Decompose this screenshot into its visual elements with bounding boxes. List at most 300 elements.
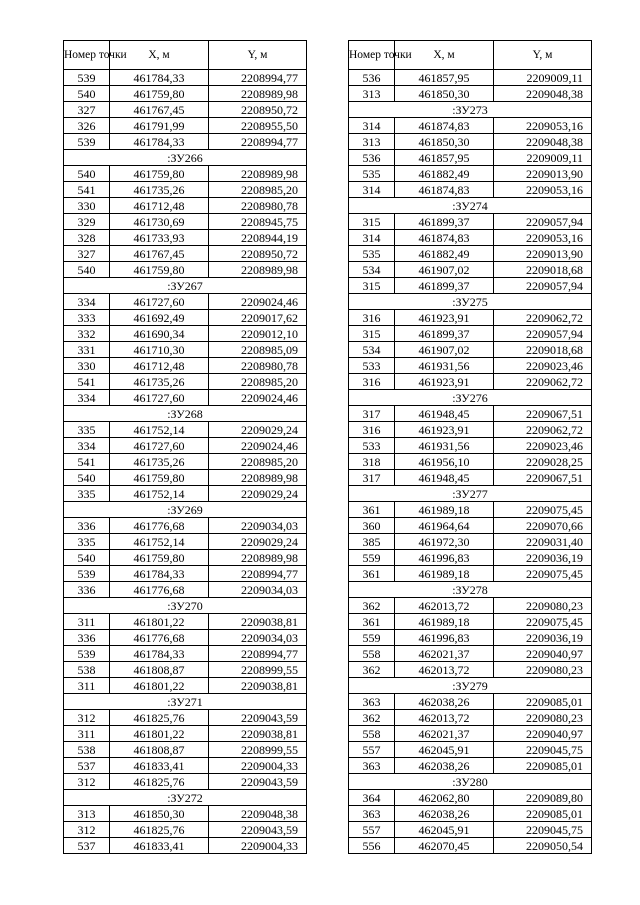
point-number-cell: 327	[64, 246, 110, 262]
y-coordinate-cell: 2209048,38	[494, 86, 592, 102]
x-coordinate-cell: 462045,91	[395, 742, 494, 758]
section-title: :ЗУ279	[349, 678, 592, 694]
point-number-cell: 315	[349, 326, 395, 342]
point-number-cell: 316	[349, 422, 395, 438]
point-number-cell: 538	[64, 662, 110, 678]
point-number-cell: 364	[349, 790, 395, 806]
point-number-cell: 362	[349, 710, 395, 726]
x-coordinate-cell: 461833,41	[110, 758, 209, 774]
y-coordinate-cell: 2209085,01	[494, 806, 592, 822]
x-coordinate-cell: 462021,37	[395, 726, 494, 742]
point-number-cell: 558	[349, 726, 395, 742]
point-number-cell: 313	[64, 806, 110, 822]
x-coordinate-cell: 461727,60	[110, 438, 209, 454]
table-row	[64, 726, 307, 742]
y-coordinate-cell: 2209031,40	[494, 534, 592, 550]
table-row	[349, 438, 592, 454]
section-row	[64, 502, 307, 518]
point-number-cell: 328	[64, 230, 110, 246]
point-number-cell: 314	[349, 230, 395, 246]
y-coordinate-cell: 2208955,50	[209, 118, 307, 134]
table-row	[64, 230, 307, 246]
point-number-cell: 361	[349, 502, 395, 518]
x-coordinate-cell: 461735,26	[110, 374, 209, 390]
point-number-cell: 535	[349, 246, 395, 262]
y-coordinate-cell: 2209043,59	[209, 774, 307, 790]
y-coordinate-cell: 2209009,11	[494, 70, 592, 86]
x-coordinate-cell: 461808,87	[110, 742, 209, 758]
point-number-cell: 538	[64, 742, 110, 758]
y-coordinate-cell: 2208985,20	[209, 182, 307, 198]
x-coordinate-cell: 461752,14	[110, 534, 209, 550]
point-number-cell: 361	[349, 614, 395, 630]
x-coordinate-cell: 461989,18	[395, 502, 494, 518]
point-number-cell: 540	[64, 166, 110, 182]
point-number-cell: 363	[349, 758, 395, 774]
y-coordinate-cell: 2209062,72	[494, 310, 592, 326]
section-title: :ЗУ278	[349, 582, 592, 598]
x-coordinate-cell: 461948,45	[395, 406, 494, 422]
y-coordinate-cell: 2209013,90	[494, 246, 592, 262]
x-coordinate-cell: 461899,37	[395, 278, 494, 294]
table-row	[64, 806, 307, 822]
x-coordinate-cell: 461850,30	[395, 86, 494, 102]
table-row	[349, 86, 592, 102]
x-coordinate-cell: 461727,60	[110, 390, 209, 406]
table-row	[349, 742, 592, 758]
table-row	[349, 358, 592, 374]
x-coordinate-cell: 461874,83	[395, 182, 494, 198]
x-coordinate-cell: 461931,56	[395, 438, 494, 454]
y-coordinate-cell: 2209067,51	[494, 470, 592, 486]
table-row	[349, 326, 592, 342]
table-row	[349, 262, 592, 278]
section-title: :ЗУ276	[349, 390, 592, 406]
x-coordinate-cell: 461874,83	[395, 118, 494, 134]
section-title: :ЗУ270	[64, 598, 307, 614]
table-row	[64, 822, 307, 838]
x-coordinate-cell: 461759,80	[110, 166, 209, 182]
point-number-cell: 535	[349, 166, 395, 182]
x-coordinate-cell: 461989,18	[395, 566, 494, 582]
point-number-cell: 557	[349, 742, 395, 758]
x-coordinate-cell: 461767,45	[110, 102, 209, 118]
table-row	[64, 518, 307, 534]
table-row	[349, 838, 592, 854]
point-number-cell: 533	[349, 358, 395, 374]
table-row	[64, 774, 307, 790]
point-number-cell: 313	[349, 86, 395, 102]
table-row	[349, 118, 592, 134]
section-title: :ЗУ275	[349, 294, 592, 310]
y-coordinate-cell: 2209029,24	[209, 422, 307, 438]
section-title: :ЗУ271	[64, 694, 307, 710]
y-coordinate-cell: 2209062,72	[494, 374, 592, 390]
table-row	[349, 150, 592, 166]
x-coordinate-cell: 461712,48	[110, 198, 209, 214]
x-coordinate-cell: 461907,02	[395, 262, 494, 278]
point-number-cell: 332	[64, 326, 110, 342]
point-number-cell: 362	[349, 662, 395, 678]
section-row	[349, 390, 592, 406]
x-coordinate-cell: 461791,99	[110, 118, 209, 134]
point-number-cell: 541	[64, 454, 110, 470]
table-row	[349, 806, 592, 822]
point-number-cell: 330	[64, 358, 110, 374]
table-row	[64, 550, 307, 566]
y-coordinate-cell: 2209034,03	[209, 518, 307, 534]
x-coordinate-cell: 461692,49	[110, 310, 209, 326]
table-row	[64, 358, 307, 374]
point-number-header: Номер точки	[64, 41, 110, 70]
table-row	[64, 710, 307, 726]
x-coordinate-cell: 461759,80	[110, 470, 209, 486]
y-coordinate-cell: 2208989,98	[209, 86, 307, 102]
y-coordinate-cell: 2209075,45	[494, 614, 592, 630]
x-coordinate-cell: 461752,14	[110, 486, 209, 502]
section-row	[64, 278, 307, 294]
point-number-cell: 534	[349, 342, 395, 358]
table-row	[64, 534, 307, 550]
table-row	[64, 102, 307, 118]
point-number-cell: 336	[64, 518, 110, 534]
table-row	[64, 486, 307, 502]
y-coordinate-cell: 2209075,45	[494, 566, 592, 582]
table-row	[349, 310, 592, 326]
table-row	[64, 294, 307, 310]
y-coordinate-cell: 2209080,23	[494, 710, 592, 726]
point-number-cell: 312	[64, 710, 110, 726]
point-number-cell: 362	[349, 598, 395, 614]
y-coordinate-cell: 2209048,38	[209, 806, 307, 822]
table-row	[64, 246, 307, 262]
y-coordinate-cell: 2208989,98	[209, 470, 307, 486]
point-number-cell: 333	[64, 310, 110, 326]
x-coordinate-cell: 461882,49	[395, 246, 494, 262]
y-coordinate-cell: 2209024,46	[209, 438, 307, 454]
point-number-cell: 536	[349, 70, 395, 86]
y-coordinate-cell: 2209034,03	[209, 630, 307, 646]
y-coordinate-cell: 2208999,55	[209, 662, 307, 678]
y-coordinate-cell: 2208989,98	[209, 166, 307, 182]
point-number-cell: 541	[64, 374, 110, 390]
section-title: :ЗУ267	[64, 278, 307, 294]
section-row	[64, 150, 307, 166]
table-row	[349, 598, 592, 614]
x-coordinate-cell: 461776,68	[110, 518, 209, 534]
x-coordinate-cell: 462013,72	[395, 662, 494, 678]
table-row	[349, 822, 592, 838]
y-coordinate-cell: 2209038,81	[209, 726, 307, 742]
table-row	[349, 406, 592, 422]
y-coordinate-cell: 2209050,54	[494, 838, 592, 854]
x-coordinate-cell: 461923,91	[395, 310, 494, 326]
point-number-cell: 539	[64, 134, 110, 150]
y-coordinate-cell: 2209013,90	[494, 166, 592, 182]
y-coordinate-cell: 2209080,23	[494, 598, 592, 614]
table-row	[349, 166, 592, 182]
section-title: :ЗУ266	[64, 150, 307, 166]
y-coordinate-cell: 2209040,97	[494, 726, 592, 742]
x-coordinate-cell: 461833,41	[110, 838, 209, 854]
y-coordinate-cell: 2209070,66	[494, 518, 592, 534]
y-coordinate-cell: 2209018,68	[494, 262, 592, 278]
y-coordinate-cell: 2209043,59	[209, 822, 307, 838]
point-number-cell: 311	[64, 726, 110, 742]
y-coordinate-cell: 2209053,16	[494, 230, 592, 246]
table-row	[349, 630, 592, 646]
table-row	[349, 70, 592, 86]
x-coordinate-cell: 462038,26	[395, 694, 494, 710]
y-coordinate-cell: 2209043,59	[209, 710, 307, 726]
y-coordinate-cell: 2209004,33	[209, 758, 307, 774]
y-coordinate-cell: 2208989,98	[209, 262, 307, 278]
point-number-cell: 334	[64, 390, 110, 406]
coordinates-table-left	[63, 40, 307, 854]
table-row	[349, 470, 592, 486]
section-title: :ЗУ274	[349, 198, 592, 214]
point-number-cell: 558	[349, 646, 395, 662]
point-number-cell: 331	[64, 342, 110, 358]
y-coordinate-cell: 2209024,46	[209, 294, 307, 310]
point-number-cell: 540	[64, 550, 110, 566]
y-coordinate-cell: 2209023,46	[494, 438, 592, 454]
point-number-cell: 534	[349, 262, 395, 278]
point-number-cell: 317	[349, 470, 395, 486]
y-coordinate-cell: 2208999,55	[209, 742, 307, 758]
x-coordinate-cell: 461948,45	[395, 470, 494, 486]
table-row	[64, 630, 307, 646]
table-row	[349, 534, 592, 550]
x-coordinate-cell: 461759,80	[110, 550, 209, 566]
y-coordinate-cell: 2208950,72	[209, 246, 307, 262]
y-coordinate-cell: 2209040,97	[494, 646, 592, 662]
x-coordinate-cell: 461825,76	[110, 774, 209, 790]
section-title: :ЗУ268	[64, 406, 307, 422]
table-row	[349, 726, 592, 742]
y-coordinate-cell: 2209085,01	[494, 758, 592, 774]
point-number-cell: 334	[64, 438, 110, 454]
table-row	[64, 662, 307, 678]
x-coordinate-cell: 461690,34	[110, 326, 209, 342]
x-coordinate-cell: 461850,30	[395, 134, 494, 150]
y-coordinate-cell: 2209018,68	[494, 342, 592, 358]
table-row	[349, 214, 592, 230]
point-number-cell: 540	[64, 262, 110, 278]
point-number-cell: 336	[64, 582, 110, 598]
x-coordinate-cell: 461784,33	[110, 646, 209, 662]
point-number-cell: 335	[64, 534, 110, 550]
point-number-cell: 316	[349, 310, 395, 326]
point-number-cell: 317	[349, 406, 395, 422]
table-row	[64, 310, 307, 326]
table-row	[349, 694, 592, 710]
point-number-cell: 361	[349, 566, 395, 582]
x-coordinate-cell: 461899,37	[395, 214, 494, 230]
point-number-cell: 327	[64, 102, 110, 118]
y-coordinate-cell: 2209038,81	[209, 614, 307, 630]
point-number-cell: 556	[349, 838, 395, 854]
x-coordinate-cell: 461801,22	[110, 678, 209, 694]
x-coordinate-cell: 462062,80	[395, 790, 494, 806]
table-row	[64, 326, 307, 342]
x-coordinate-cell: 461730,69	[110, 214, 209, 230]
point-number-cell: 311	[64, 678, 110, 694]
y-coordinate-cell: 2209057,94	[494, 326, 592, 342]
x-coordinate-cell: 462070,45	[395, 838, 494, 854]
x-coordinate-cell: 461735,26	[110, 182, 209, 198]
y-coordinate-cell: 2208994,77	[209, 566, 307, 582]
table-header-row	[349, 41, 592, 70]
y-coordinate-cell: 2208994,77	[209, 646, 307, 662]
x-coordinate-cell: 461996,83	[395, 630, 494, 646]
x-coordinate-cell: 461784,33	[110, 566, 209, 582]
section-title: :ЗУ273	[349, 102, 592, 118]
point-number-cell: 326	[64, 118, 110, 134]
x-coordinate-cell: 461735,26	[110, 454, 209, 470]
table-row	[64, 182, 307, 198]
x-coordinate-cell: 462013,72	[395, 598, 494, 614]
table-row	[64, 758, 307, 774]
y-coordinate-cell: 2208950,72	[209, 102, 307, 118]
point-number-cell: 533	[349, 438, 395, 454]
x-coordinate-cell: 461825,76	[110, 710, 209, 726]
table-row	[349, 342, 592, 358]
point-number-cell: 334	[64, 294, 110, 310]
table-row	[64, 134, 307, 150]
table-row	[64, 422, 307, 438]
point-number-cell: 315	[349, 214, 395, 230]
x-header: X, м	[395, 41, 494, 70]
point-number-cell: 360	[349, 518, 395, 534]
table-row	[64, 198, 307, 214]
x-coordinate-cell: 461882,49	[395, 166, 494, 182]
point-number-cell: 316	[349, 374, 395, 390]
point-number-cell: 329	[64, 214, 110, 230]
x-coordinate-cell: 461776,68	[110, 630, 209, 646]
table-row	[349, 246, 592, 262]
point-number-cell: 540	[64, 86, 110, 102]
x-coordinate-cell: 461825,76	[110, 822, 209, 838]
point-number-cell: 312	[64, 774, 110, 790]
y-coordinate-cell: 2208985,09	[209, 342, 307, 358]
point-number-cell: 536	[349, 150, 395, 166]
x-coordinate-cell: 461776,68	[110, 582, 209, 598]
point-number-cell: 335	[64, 422, 110, 438]
y-coordinate-cell: 2208945,75	[209, 214, 307, 230]
table-row	[64, 646, 307, 662]
table-row	[349, 646, 592, 662]
x-coordinate-cell: 461857,95	[395, 70, 494, 86]
y-coordinate-cell: 2208944,19	[209, 230, 307, 246]
x-coordinate-cell: 461759,80	[110, 86, 209, 102]
table-row	[349, 710, 592, 726]
x-coordinate-cell: 461752,14	[110, 422, 209, 438]
y-coordinate-cell: 2209057,94	[494, 214, 592, 230]
section-row	[349, 198, 592, 214]
table-row	[349, 758, 592, 774]
x-coordinate-cell: 461907,02	[395, 342, 494, 358]
y-coordinate-cell: 2209080,23	[494, 662, 592, 678]
table-row	[64, 470, 307, 486]
table-row	[64, 438, 307, 454]
y-coordinate-cell: 2209004,33	[209, 838, 307, 854]
section-row	[349, 102, 592, 118]
y-coordinate-cell: 2209038,81	[209, 678, 307, 694]
x-coordinate-cell: 461808,87	[110, 662, 209, 678]
section-row	[349, 678, 592, 694]
table-row	[64, 166, 307, 182]
point-number-cell: 330	[64, 198, 110, 214]
y-coordinate-cell: 2209036,19	[494, 550, 592, 566]
x-coordinate-cell: 461712,48	[110, 358, 209, 374]
y-coordinate-cell: 2209085,01	[494, 694, 592, 710]
y-header: Y, м	[494, 41, 592, 70]
x-coordinate-cell: 461964,64	[395, 518, 494, 534]
y-coordinate-cell: 2209012,10	[209, 326, 307, 342]
y-coordinate-cell: 2209009,11	[494, 150, 592, 166]
point-number-cell: 537	[64, 838, 110, 854]
coordinates-table-right	[348, 40, 592, 854]
table-row	[349, 422, 592, 438]
x-coordinate-cell: 461989,18	[395, 614, 494, 630]
table-row	[349, 182, 592, 198]
table-row	[349, 662, 592, 678]
table-row	[349, 454, 592, 470]
x-coordinate-cell: 461923,91	[395, 422, 494, 438]
x-coordinate-cell: 461899,37	[395, 326, 494, 342]
table-row	[349, 230, 592, 246]
point-number-cell: 539	[64, 566, 110, 582]
table-row	[349, 614, 592, 630]
point-number-cell: 539	[64, 646, 110, 662]
x-coordinate-cell: 462038,26	[395, 758, 494, 774]
section-title: :ЗУ277	[349, 486, 592, 502]
x-header: X, м	[110, 41, 209, 70]
point-number-cell: 311	[64, 614, 110, 630]
section-row	[64, 598, 307, 614]
point-number-cell: 313	[349, 134, 395, 150]
y-coordinate-cell: 2209029,24	[209, 486, 307, 502]
x-coordinate-cell: 461759,80	[110, 262, 209, 278]
point-number-cell: 314	[349, 118, 395, 134]
x-coordinate-cell: 462038,26	[395, 806, 494, 822]
y-header: Y, м	[209, 41, 307, 70]
y-coordinate-cell: 2209053,16	[494, 182, 592, 198]
point-number-cell: 315	[349, 278, 395, 294]
y-coordinate-cell: 2208985,20	[209, 374, 307, 390]
point-number-cell: 363	[349, 694, 395, 710]
table-row	[64, 390, 307, 406]
x-coordinate-cell: 461767,45	[110, 246, 209, 262]
table-row	[64, 838, 307, 854]
table-row	[64, 614, 307, 630]
point-number-cell: 559	[349, 550, 395, 566]
x-coordinate-cell: 461710,30	[110, 342, 209, 358]
x-coordinate-cell: 461923,91	[395, 374, 494, 390]
point-number-cell: 318	[349, 454, 395, 470]
table-row	[64, 214, 307, 230]
section-row	[349, 582, 592, 598]
point-number-cell: 541	[64, 182, 110, 198]
y-coordinate-cell: 2209024,46	[209, 390, 307, 406]
section-title: :ЗУ280	[349, 774, 592, 790]
y-coordinate-cell: 2209048,38	[494, 134, 592, 150]
x-coordinate-cell: 461784,33	[110, 70, 209, 86]
section-row	[349, 294, 592, 310]
table-row	[349, 790, 592, 806]
table-row	[64, 566, 307, 582]
